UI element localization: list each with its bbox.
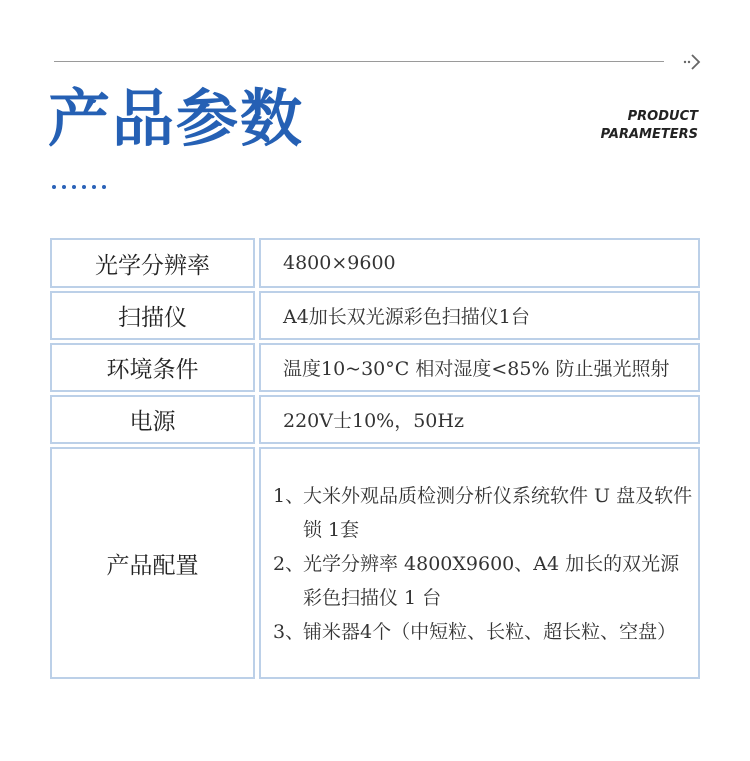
header-divider <box>54 61 664 62</box>
decorative-dots <box>52 185 106 189</box>
table-row <box>50 343 700 392</box>
list-item-number: 3、 <box>273 621 305 643</box>
param-label: 光学分辨率 <box>50 238 255 288</box>
config-list <box>259 447 700 679</box>
list-item <box>273 479 698 547</box>
chevron-right-icon <box>683 51 703 73</box>
list-item-text: 大米外观品质检测分析仪系统软件 U 盘及软件锁 1套 <box>303 485 693 541</box>
table-row-config <box>50 447 700 679</box>
list-item-text: 光学分辨率 4800X9600、A4 加长的双光源彩色扫描仪 1 台 <box>303 553 680 609</box>
table-row <box>50 395 700 444</box>
param-value: A4加长双光源彩色扫描仪1台 <box>259 291 700 340</box>
list-item-text: 铺米器4个（中短粒、长粒、超长粒、空盘） <box>303 621 677 643</box>
list-item-number: 2、 <box>273 553 305 575</box>
subtitle-line-2: PARAMETERS <box>600 127 698 142</box>
table-row <box>50 238 700 288</box>
config-label: 产品配置 <box>50 447 255 679</box>
list-item-number: 1、 <box>273 485 305 507</box>
list-item <box>273 615 676 649</box>
table-row <box>50 291 700 340</box>
list-item <box>273 547 698 615</box>
page-title: 产品参数 <box>48 82 305 155</box>
param-label: 环境条件 <box>50 343 255 392</box>
param-value: 温度10~30°C 相对湿度<85% 防止强光照射 <box>259 343 700 392</box>
param-label: 扫描仪 <box>50 291 255 340</box>
page-subtitle-en <box>601 108 698 144</box>
subtitle-line-1: PRODUCT <box>627 109 698 124</box>
parameters-table <box>50 238 700 682</box>
param-label: 电源 <box>50 395 255 444</box>
param-value: 220V士10%，50Hz <box>259 395 700 444</box>
param-value: 4800×9600 <box>259 238 700 288</box>
